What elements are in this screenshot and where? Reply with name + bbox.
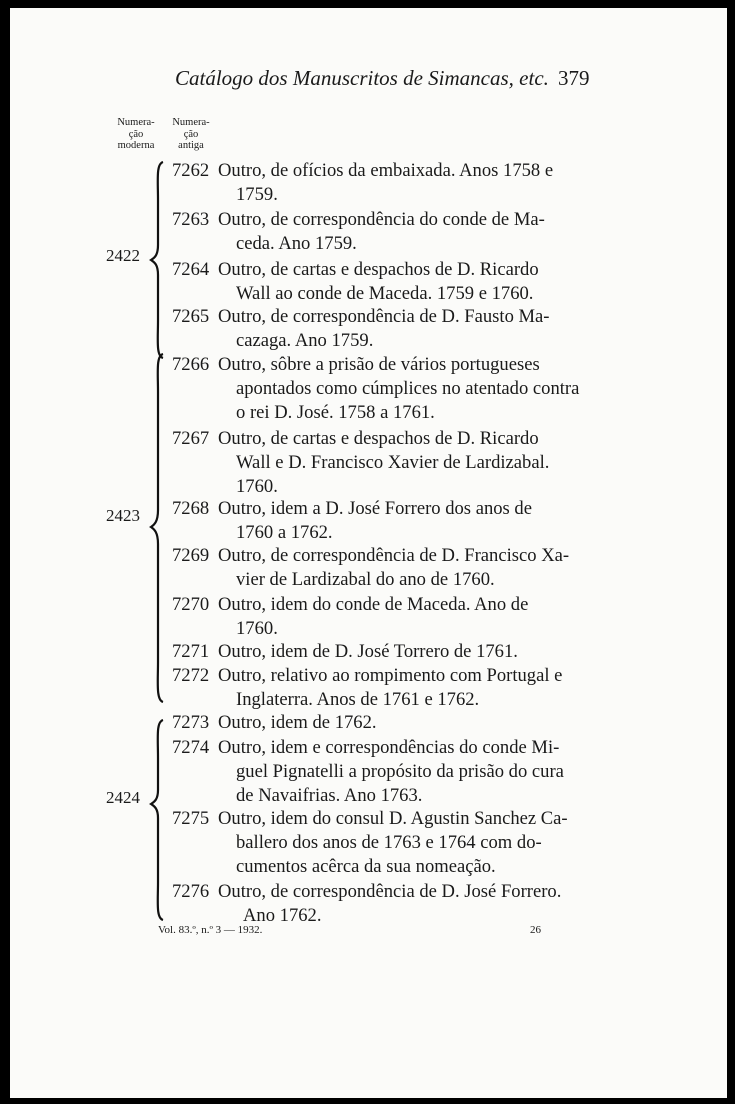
entry-number: 7264 bbox=[172, 259, 210, 280]
entry-line: Outro, de correspondência do conde de Ma- bbox=[218, 209, 545, 230]
entry-line: guel Pignatelli a propósito da prisão do cura bbox=[236, 761, 564, 782]
entry-line: Inglaterra. Anos de 1761 e 1762. bbox=[236, 689, 480, 710]
entry-line: Outro, relativo ao rompimento com Portugal e bbox=[218, 665, 563, 686]
signature-mark: 26 bbox=[530, 924, 541, 936]
entry-line: ceda. Ano 1759. bbox=[236, 233, 357, 254]
entry-line: cazaga. Ano 1759. bbox=[236, 330, 374, 351]
entry-line: 1760. bbox=[236, 476, 278, 497]
entry-number: 7273 bbox=[172, 712, 210, 733]
entry-line: Outro, idem do conde de Maceda. Ano de bbox=[218, 594, 529, 615]
brace-group-2424 bbox=[148, 718, 168, 922]
entry-line: Outro, de cartas e despachos de D. Ricardo bbox=[218, 259, 539, 280]
column-header-modern: Numera- ção moderna bbox=[117, 117, 155, 151]
entry-line: Wall e D. Francisco Xavier de Lardizabal. bbox=[236, 452, 550, 473]
entry-line: Outro, de correspondência de D. Francisco Xa- bbox=[218, 545, 570, 566]
entry-line: cumentos acêrca da sua nomeação. bbox=[236, 856, 496, 877]
entry-line: ballero dos anos de 1763 e 1764 com do- bbox=[236, 832, 542, 853]
entry-line: vier de Lardizabal do ano de 1760. bbox=[236, 569, 495, 590]
entry-number: 7269 bbox=[172, 545, 210, 566]
entry-line: Outro, sôbre a prisão de vários portugueses bbox=[218, 354, 540, 375]
entry-line: 1759. bbox=[236, 184, 278, 205]
entry-line: 1760. bbox=[236, 618, 278, 639]
entry-line: 1760 a 1762. bbox=[236, 522, 333, 543]
entry-number: 7268 bbox=[172, 498, 210, 519]
entry-line: Outro, de correspondência de D. Fausto Ma- bbox=[218, 306, 550, 327]
entry-number: 7263 bbox=[172, 209, 210, 230]
column-header-old: Numera- ção antiga bbox=[172, 117, 210, 151]
entry-line: Outro, idem a D. José Forrero dos anos de bbox=[218, 498, 532, 519]
entry-line: de Navaifrias. Ano 1763. bbox=[236, 785, 423, 806]
entry-line: apontados como cúmplices no atentado contra bbox=[236, 378, 580, 399]
brace-group-2423 bbox=[148, 352, 168, 704]
entry-line: Wall ao conde de Maceda. 1759 e 1760. bbox=[236, 283, 534, 304]
entry-line: Outro, de correspondência de D. José Forrero. bbox=[218, 881, 562, 902]
entry-number: 7275 bbox=[172, 808, 210, 829]
entry-line: Outro, de cartas e despachos de D. Ricardo bbox=[218, 428, 539, 449]
brace-group-2422 bbox=[148, 160, 168, 360]
group-number: 2424 bbox=[106, 788, 140, 807]
entry-number: 7276 bbox=[172, 881, 210, 902]
volume-footer: Vol. 83.º, n.º 3 — 1932. bbox=[158, 924, 263, 936]
running-title: Catálogo dos Manuscritos de Simancas, etc. bbox=[175, 66, 549, 90]
entry-line: Outro, idem de 1762. bbox=[218, 712, 377, 733]
entry-number: 7267 bbox=[172, 428, 210, 449]
entry-line: Ano 1762. bbox=[243, 905, 322, 926]
page-number: 379 bbox=[558, 66, 590, 90]
group-number: 2423 bbox=[106, 506, 140, 525]
entry-line: Outro, de ofícios da embaixada. Anos 1758 e bbox=[218, 160, 554, 181]
entry-number: 7266 bbox=[172, 354, 210, 375]
entry-line: Outro, idem de D. José Torrero de 1761. bbox=[218, 641, 518, 662]
entry-number: 7274 bbox=[172, 737, 210, 758]
entry-number: 7262 bbox=[172, 160, 210, 181]
entry-line: Outro, idem do consul D. Agustin Sanchez Ca- bbox=[218, 808, 568, 829]
entry-number: 7270 bbox=[172, 594, 210, 615]
entry-line: o rei D. José. 1758 a 1761. bbox=[236, 402, 435, 423]
group-number: 2422 bbox=[106, 246, 140, 265]
entry-number: 7271 bbox=[172, 641, 210, 662]
entry-number: 7265 bbox=[172, 306, 210, 327]
entry-line: Outro, idem e correspondências do conde Mi- bbox=[218, 737, 560, 758]
entry-number: 7272 bbox=[172, 665, 210, 686]
